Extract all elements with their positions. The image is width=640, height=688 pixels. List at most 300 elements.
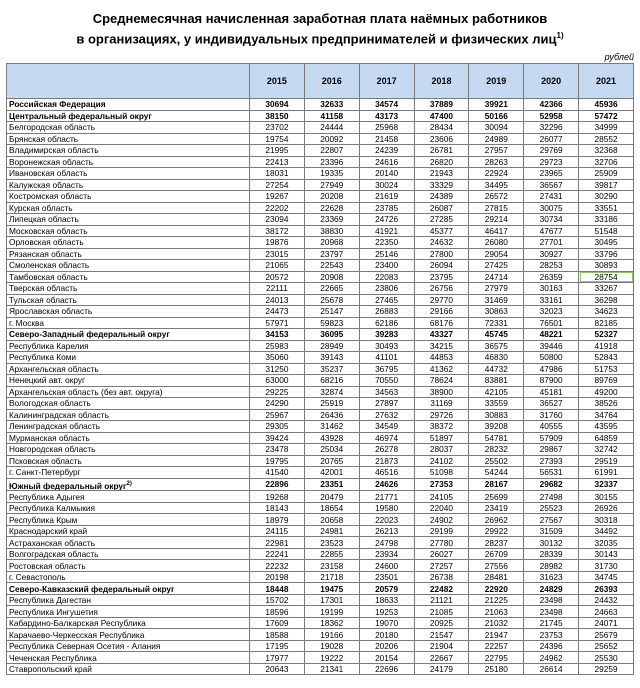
region-name — [7, 502, 250, 514]
table-body — [7, 99, 634, 675]
region-name — [7, 225, 250, 237]
wage-value-2016: 42001 — [304, 467, 359, 479]
wage-value-2021: 25909 — [579, 168, 634, 180]
wage-value-2020: 30734 — [524, 214, 579, 226]
wage-value-2018: 26087 — [414, 202, 469, 214]
region-name-text: Республика Крым — [9, 514, 78, 525]
wage-value-2018: 24179 — [414, 663, 469, 675]
wage-value-2021: 30495 — [579, 237, 634, 249]
wage-value-2021: 34764 — [579, 409, 634, 421]
region-name — [7, 145, 250, 157]
wage-value-2016: 19222 — [304, 652, 359, 664]
wage-value-2017: 21873 — [359, 455, 414, 467]
wage-value-2016: 41158 — [304, 110, 359, 122]
wage-value-2020: 30163 — [524, 283, 579, 295]
wage-value-2016: 20479 — [304, 491, 359, 503]
table-row — [7, 571, 634, 583]
wage-value-2018: 22040 — [414, 502, 469, 514]
wage-value-2018: 29770 — [414, 294, 469, 306]
table-row — [7, 398, 634, 410]
wage-value-2015: 20572 — [250, 271, 305, 283]
wage-value-2021: 25679 — [579, 629, 634, 641]
wage-value-2018: 29166 — [414, 306, 469, 318]
wage-value-2020: 28253 — [524, 260, 579, 272]
wage-value-2016: 23158 — [304, 560, 359, 572]
table-row — [7, 652, 634, 664]
wage-value-2021: 34999 — [579, 122, 634, 134]
table-row — [7, 525, 634, 537]
wage-value-2016: 38830 — [304, 225, 359, 237]
wage-value-2017: 46516 — [359, 467, 414, 479]
wage-value-2021: 36298 — [579, 294, 634, 306]
wage-value-2018: 24632 — [414, 237, 469, 249]
wage-value-2019: 24989 — [469, 133, 524, 145]
wage-value-2021: 30318 — [579, 514, 634, 526]
wage-value-2016: 43928 — [304, 432, 359, 444]
wage-value-2021: 39817 — [579, 179, 634, 191]
region-name-text: Чеченская Республика — [9, 652, 97, 663]
wage-value-2015: 18596 — [250, 606, 305, 618]
wage-value-2017: 41101 — [359, 352, 414, 364]
wage-value-2019: 21063 — [469, 606, 524, 618]
wage-value-2021: 32337 — [579, 478, 634, 491]
table-row — [7, 133, 634, 145]
region-name — [7, 571, 250, 583]
wage-value-2018: 20925 — [414, 617, 469, 629]
region-name — [7, 537, 250, 549]
wage-value-2017: 24798 — [359, 537, 414, 549]
wage-value-2018: 21085 — [414, 606, 469, 618]
wage-value-2021: 49200 — [579, 386, 634, 398]
title-footnote: 1) — [556, 31, 564, 40]
wage-value-2016: 20208 — [304, 191, 359, 203]
wage-value-2020: 27567 — [524, 514, 579, 526]
wage-value-2016: 31462 — [304, 421, 359, 433]
wage-value-2021: 30893 — [579, 260, 634, 272]
wage-value-2019: 30883 — [469, 409, 524, 421]
wage-value-2021: 61991 — [579, 467, 634, 479]
table-row — [7, 122, 634, 134]
wage-value-2020: 23965 — [524, 168, 579, 180]
wage-value-2020: 47677 — [524, 225, 579, 237]
wage-value-2017: 22023 — [359, 514, 414, 526]
wage-value-2015: 22111 — [250, 283, 305, 295]
region-name-text: Воронежская область — [9, 156, 94, 167]
wage-value-2016: 28949 — [304, 340, 359, 352]
region-name — [7, 444, 250, 456]
table-row — [7, 467, 634, 479]
region-name — [7, 352, 250, 364]
wage-value-2018: 26756 — [414, 283, 469, 295]
table-row — [7, 260, 634, 272]
wage-value-2015: 20643 — [250, 663, 305, 675]
wage-value-2020: 25523 — [524, 502, 579, 514]
region-name — [7, 363, 250, 375]
header-year-2016: 2016 — [304, 64, 359, 99]
table-row — [7, 478, 634, 491]
wage-value-2018: 23795 — [414, 271, 469, 283]
region-name — [7, 421, 250, 433]
wage-value-2017: 23806 — [359, 283, 414, 295]
wage-value-2019: 28167 — [469, 478, 524, 491]
wage-value-2019: 22257 — [469, 640, 524, 652]
wage-value-2019: 26962 — [469, 514, 524, 526]
wage-value-2020: 31623 — [524, 571, 579, 583]
table-row — [7, 640, 634, 652]
region-name — [7, 548, 250, 560]
wage-value-2015: 22202 — [250, 202, 305, 214]
region-name-text: г. Севастополь — [9, 572, 66, 583]
wage-value-2015: 22981 — [250, 537, 305, 549]
region-name-text: Ростовская область — [9, 560, 86, 571]
wage-value-2021: 43595 — [579, 421, 634, 433]
wage-value-2015: 57971 — [250, 317, 305, 329]
region-name-text: Костромская область — [9, 191, 92, 202]
wage-value-2015: 39424 — [250, 432, 305, 444]
region-name — [7, 478, 250, 491]
wage-value-2015: 63000 — [250, 375, 305, 387]
wage-value-2015: 18588 — [250, 629, 305, 641]
region-name — [7, 99, 250, 111]
wage-value-2018: 51098 — [414, 467, 469, 479]
wage-value-2020: 52958 — [524, 110, 579, 122]
wage-value-2021: 28754 — [579, 271, 634, 283]
wage-value-2020: 28339 — [524, 548, 579, 560]
region-footnote: 2) — [126, 480, 132, 487]
table-row — [7, 421, 634, 433]
wage-value-2019: 46830 — [469, 352, 524, 364]
region-name-text: г. Санкт-Петербург — [9, 467, 81, 478]
wage-value-2017: 23501 — [359, 571, 414, 583]
wage-value-2018: 27257 — [414, 560, 469, 572]
wage-value-2015: 19876 — [250, 237, 305, 249]
wage-value-2015: 19795 — [250, 455, 305, 467]
wage-value-2017: 26278 — [359, 444, 414, 456]
wage-value-2017: 21771 — [359, 491, 414, 503]
table-row — [7, 375, 634, 387]
region-name — [7, 271, 250, 283]
wage-value-2020: 29769 — [524, 145, 579, 157]
title-line-1: Среднемесячная начисленная заработная плата наёмных работников — [92, 11, 548, 26]
region-name — [7, 133, 250, 145]
wage-value-2015: 21065 — [250, 260, 305, 272]
wage-value-2017: 22696 — [359, 663, 414, 675]
wage-value-2020: 33161 — [524, 294, 579, 306]
wage-value-2020: 30927 — [524, 248, 579, 260]
table-row — [7, 502, 634, 514]
region-name — [7, 260, 250, 272]
wage-value-2021: 32368 — [579, 145, 634, 157]
wage-value-2019: 21947 — [469, 629, 524, 641]
region-name — [7, 317, 250, 329]
wage-value-2019: 26572 — [469, 191, 524, 203]
region-name — [7, 375, 250, 387]
wage-value-2017: 27632 — [359, 409, 414, 421]
wage-value-2020: 56531 — [524, 467, 579, 479]
region-name-text: Краснодарский край — [9, 526, 88, 537]
header-year-2018: 2018 — [414, 64, 469, 99]
region-name-text: Республика Калмыкия — [9, 503, 95, 514]
wage-value-2021: 52843 — [579, 352, 634, 364]
wage-value-2020: 50800 — [524, 352, 579, 364]
region-name-text: Тверская область — [9, 283, 78, 294]
header-year-2017: 2017 — [359, 64, 414, 99]
wage-value-2019: 29214 — [469, 214, 524, 226]
wage-value-2021: 33551 — [579, 202, 634, 214]
region-name-text: Волгоградская область — [9, 549, 99, 560]
wage-value-2018: 31169 — [414, 398, 469, 410]
wage-value-2019: 27556 — [469, 560, 524, 572]
wage-value-2016: 32874 — [304, 386, 359, 398]
wage-value-2019: 27425 — [469, 260, 524, 272]
header-year-2020: 2020 — [524, 64, 579, 99]
wage-value-2016: 21341 — [304, 663, 359, 675]
wage-value-2018: 34215 — [414, 340, 469, 352]
wage-value-2016: 20968 — [304, 237, 359, 249]
table-row — [7, 317, 634, 329]
region-name-text: Архангельская область (без авт. округа) — [9, 386, 163, 397]
table-row — [7, 352, 634, 364]
wage-value-2015: 31250 — [250, 363, 305, 375]
wage-value-2018: 24389 — [414, 191, 469, 203]
wage-value-2019: 24714 — [469, 271, 524, 283]
table-row — [7, 606, 634, 618]
header-year-2021: 2021 — [579, 64, 634, 99]
region-name — [7, 640, 250, 652]
wage-value-2018: 26027 — [414, 548, 469, 560]
table-row — [7, 225, 634, 237]
region-name — [7, 617, 250, 629]
region-name — [7, 168, 250, 180]
wage-value-2017: 22083 — [359, 271, 414, 283]
wage-value-2021: 32035 — [579, 537, 634, 549]
region-name — [7, 191, 250, 203]
header-year-2015: 2015 — [250, 64, 305, 99]
table-row — [7, 271, 634, 283]
wage-value-2015: 22413 — [250, 156, 305, 168]
wage-value-2018: 26094 — [414, 260, 469, 272]
wage-value-2021: 57472 — [579, 110, 634, 122]
wage-value-2015: 19268 — [250, 491, 305, 503]
wage-value-2016: 25678 — [304, 294, 359, 306]
wage-value-2020: 24829 — [524, 583, 579, 595]
table-row — [7, 214, 634, 226]
table-row — [7, 99, 634, 111]
wage-value-2018: 26820 — [414, 156, 469, 168]
region-name — [7, 294, 250, 306]
wage-value-2017: 27465 — [359, 294, 414, 306]
region-name-text: Калужская область — [9, 179, 84, 190]
region-name-text: Курская область — [9, 202, 73, 213]
wage-value-2017: 24626 — [359, 478, 414, 491]
wage-value-2017: 26213 — [359, 525, 414, 537]
region-name — [7, 283, 250, 295]
wage-value-2016: 19335 — [304, 168, 359, 180]
wage-value-2019: 27957 — [469, 145, 524, 157]
wage-value-2015: 17977 — [250, 652, 305, 664]
wage-value-2019: 44732 — [469, 363, 524, 375]
wage-value-2021: 45936 — [579, 99, 634, 111]
wage-value-2018: 44853 — [414, 352, 469, 364]
wage-value-2016: 24981 — [304, 525, 359, 537]
wage-value-2018: 41362 — [414, 363, 469, 375]
region-name-text: Липецкая область — [9, 214, 79, 225]
wage-value-2019: 39208 — [469, 421, 524, 433]
wage-value-2018: 28037 — [414, 444, 469, 456]
table-row — [7, 363, 634, 375]
wage-value-2020: 31509 — [524, 525, 579, 537]
wage-value-2018: 43327 — [414, 329, 469, 341]
wage-value-2021: 30290 — [579, 191, 634, 203]
wage-value-2019: 28237 — [469, 537, 524, 549]
wage-value-2019: 42105 — [469, 386, 524, 398]
wage-value-2015: 29225 — [250, 386, 305, 398]
wage-value-2021: 29259 — [579, 663, 634, 675]
wage-value-2021: 32706 — [579, 156, 634, 168]
wage-value-2017: 22350 — [359, 237, 414, 249]
wage-value-2020: 23498 — [524, 594, 579, 606]
wage-value-2017: 21458 — [359, 133, 414, 145]
wage-value-2020: 39446 — [524, 340, 579, 352]
wage-value-2020: 76501 — [524, 317, 579, 329]
wage-value-2017: 21619 — [359, 191, 414, 203]
wage-value-2017: 24239 — [359, 145, 414, 157]
region-name-text: Новгородская область — [9, 444, 96, 455]
region-name — [7, 663, 250, 675]
region-name-text: Ивановская область — [9, 168, 88, 179]
wage-value-2020: 42366 — [524, 99, 579, 111]
wage-value-2016: 25147 — [304, 306, 359, 318]
region-name-text: Республика Северная Осетия - Алания — [9, 641, 161, 652]
wage-value-2020: 26077 — [524, 133, 579, 145]
wage-value-2017: 20579 — [359, 583, 414, 595]
wage-value-2015: 30694 — [250, 99, 305, 111]
wage-value-2016: 22855 — [304, 548, 359, 560]
table-row — [7, 168, 634, 180]
wage-value-2017: 23934 — [359, 548, 414, 560]
wage-value-2015: 27254 — [250, 179, 305, 191]
wage-value-2020: 26359 — [524, 271, 579, 283]
table-row — [7, 145, 634, 157]
wage-value-2017: 34563 — [359, 386, 414, 398]
wage-value-2021: 89769 — [579, 375, 634, 387]
table-row — [7, 179, 634, 191]
wage-value-2021: 25652 — [579, 640, 634, 652]
wage-value-2020: 27393 — [524, 455, 579, 467]
region-name — [7, 156, 250, 168]
wage-value-2021: 38526 — [579, 398, 634, 410]
region-name-text: Кабардино-Балкарская Республика — [9, 618, 146, 629]
wage-value-2018: 37889 — [414, 99, 469, 111]
wage-value-2020: 23498 — [524, 606, 579, 618]
wage-value-2015: 34153 — [250, 329, 305, 341]
wage-value-2017: 27897 — [359, 398, 414, 410]
wage-value-2021: 26926 — [579, 502, 634, 514]
wage-value-2015: 24115 — [250, 525, 305, 537]
region-name — [7, 560, 250, 572]
region-name-text: Псковская область — [9, 455, 82, 466]
wage-value-2018: 27353 — [414, 478, 469, 491]
region-name-text: Республика Дагестан — [9, 595, 91, 606]
region-name-text: Вологодская область — [9, 398, 91, 409]
region-name-text: Московская область — [9, 225, 88, 236]
table-row — [7, 191, 634, 203]
table-row — [7, 432, 634, 444]
table-row — [7, 455, 634, 467]
wage-value-2019: 54781 — [469, 432, 524, 444]
wage-value-2019: 36575 — [469, 340, 524, 352]
region-name-text: Республика Карелия — [9, 340, 89, 351]
wage-value-2021: 34745 — [579, 571, 634, 583]
region-name — [7, 652, 250, 664]
region-name-text: Белгородская область — [9, 122, 96, 133]
wage-value-2016: 27949 — [304, 179, 359, 191]
wage-value-2019: 72331 — [469, 317, 524, 329]
wage-value-2017: 46974 — [359, 432, 414, 444]
wage-value-2015: 29305 — [250, 421, 305, 433]
region-name-text: Брянская область — [9, 133, 79, 144]
wage-value-2016: 19028 — [304, 640, 359, 652]
wage-value-2015: 22896 — [250, 478, 305, 491]
region-name — [7, 398, 250, 410]
wage-value-2021: 52327 — [579, 329, 634, 341]
wage-value-2019: 26709 — [469, 548, 524, 560]
wage-value-2017: 24600 — [359, 560, 414, 572]
table-row — [7, 294, 634, 306]
region-name-text: Астраханская область — [9, 537, 96, 548]
wage-value-2020: 27498 — [524, 491, 579, 503]
wage-value-2016: 22665 — [304, 283, 359, 295]
wage-value-2016: 19199 — [304, 606, 359, 618]
region-name-text: Ненецкий авт. округ — [9, 375, 86, 386]
wage-value-2015: 18979 — [250, 514, 305, 526]
wage-value-2020: 29867 — [524, 444, 579, 456]
region-name-text: Владимирская область — [9, 145, 99, 156]
table-row — [7, 617, 634, 629]
wage-value-2016: 23523 — [304, 537, 359, 549]
wage-value-2017: 20154 — [359, 652, 414, 664]
region-name-text: Орловская область — [9, 237, 84, 248]
region-name — [7, 122, 250, 134]
wage-value-2018: 21121 — [414, 594, 469, 606]
wage-value-2018: 33329 — [414, 179, 469, 191]
region-name — [7, 525, 250, 537]
wage-value-2019: 23419 — [469, 502, 524, 514]
title-line-2 — [0, 27, 640, 47]
wage-value-2019: 28232 — [469, 444, 524, 456]
wage-value-2017: 26883 — [359, 306, 414, 318]
wage-value-2015: 25967 — [250, 409, 305, 421]
wage-value-2017: 36795 — [359, 363, 414, 375]
wage-value-2018: 78624 — [414, 375, 469, 387]
units-label: рублей — [604, 52, 634, 62]
wage-value-2019: 30863 — [469, 306, 524, 318]
wage-value-2016: 18362 — [304, 617, 359, 629]
wage-value-2018: 38372 — [414, 421, 469, 433]
wage-value-2015: 18143 — [250, 502, 305, 514]
region-name-text: Центральный федеральный округ — [9, 110, 152, 121]
region-name — [7, 629, 250, 641]
wage-value-2019: 25699 — [469, 491, 524, 503]
wage-value-2015: 35060 — [250, 352, 305, 364]
wage-value-2015: 23015 — [250, 248, 305, 260]
wage-value-2016: 36095 — [304, 329, 359, 341]
wage-value-2020: 24962 — [524, 652, 579, 664]
wage-value-2020: 47986 — [524, 363, 579, 375]
wage-value-2015: 18448 — [250, 583, 305, 595]
wage-value-2021: 31730 — [579, 560, 634, 572]
wage-value-2015: 21995 — [250, 145, 305, 157]
